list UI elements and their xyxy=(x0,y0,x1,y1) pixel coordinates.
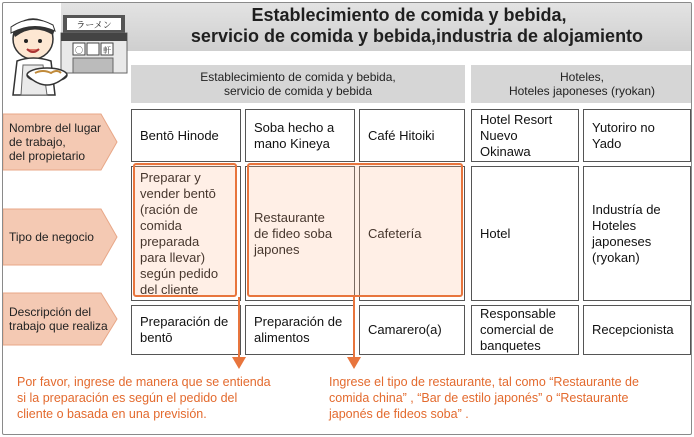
cell-text: Preparar y xyxy=(140,169,201,185)
cell-text: Yado xyxy=(592,135,622,151)
cell-text: alimentos xyxy=(254,330,310,345)
svg-text:〇: 〇 xyxy=(75,46,83,55)
cell-text: Cafetería xyxy=(368,225,422,241)
cell-text: comida xyxy=(140,217,182,233)
page-title-line1: Establecimiento de comida y bebida, xyxy=(251,5,567,25)
cell-text: Preparación de xyxy=(254,314,343,329)
infographic-frame xyxy=(2,2,692,435)
cell-text: banquetes xyxy=(480,338,541,353)
cell-type-ryokan xyxy=(583,166,691,301)
cell-name-bento-hinode xyxy=(131,109,241,162)
cell-text: Recepcionista xyxy=(592,322,674,337)
group-header-food-line1: Establecimiento de comida y bebida, xyxy=(200,70,396,84)
arrow-down-icon xyxy=(232,357,246,369)
note-text: Ingrese el tipo de restaurante, tal como “Restaurante de xyxy=(329,375,639,389)
shop-sign-text: ラーメン xyxy=(76,21,112,31)
title-bar xyxy=(61,3,691,51)
cell-text: Bentō Hinode xyxy=(140,127,219,143)
row-label-text: de trabajo, xyxy=(9,135,66,149)
cell-text: Industría de xyxy=(592,201,661,217)
cell-text: para llevar) xyxy=(140,249,206,265)
highlight-box-restaurant-type xyxy=(247,163,463,297)
cell-name-hotel-resort xyxy=(471,109,579,162)
cell-text: Hotel Resort xyxy=(480,111,553,127)
cell-name-yutoriro xyxy=(583,109,691,162)
connector-line-left xyxy=(238,297,240,361)
note-preparation-hint xyxy=(17,374,317,422)
cell-name-cafe-hitoiki xyxy=(359,109,465,162)
note-text: Por favor, ingrese de manera que se entienda xyxy=(17,375,271,389)
row-label-text: trabajo que realiza xyxy=(9,319,108,333)
note-text: si la preparación es según el pedido del xyxy=(17,391,238,405)
group-header-hotels xyxy=(471,65,692,103)
cell-desc-bento xyxy=(131,305,241,355)
cell-text: mano Kineya xyxy=(254,135,330,151)
note-text: japonés de fideos soba” . xyxy=(329,407,469,421)
cell-text: del cliente xyxy=(140,281,199,297)
group-header-food-line2: servicio de comida y bebida xyxy=(223,84,373,98)
page-title-line2: servicio de comida y bebida,industria de alojamiento xyxy=(190,26,644,46)
row-label-business-type xyxy=(3,206,119,268)
cell-text: Yutoriro no xyxy=(592,119,655,135)
svg-text:軒: 軒 xyxy=(103,46,111,55)
cell-text: (ración de xyxy=(140,201,198,217)
ramen-shop-icon xyxy=(3,3,131,99)
cell-text: Okinawa xyxy=(480,143,531,159)
cell-text: comercial de xyxy=(480,322,554,337)
cell-text: bentō xyxy=(140,330,173,345)
cell-text: Camarero(a) xyxy=(368,322,442,337)
cell-text: Nuevo xyxy=(480,127,518,143)
cell-desc-cafe xyxy=(359,305,465,355)
cell-text: según pedido xyxy=(140,265,219,281)
cell-text: vender bentō xyxy=(140,185,216,201)
row-label-workplace-name xyxy=(3,111,119,173)
row-label-text: Nombre del lugar xyxy=(9,121,102,135)
cell-text: (ryokan) xyxy=(592,249,640,265)
note-text: comida china” , “Bar de estilo japonés” o “Restaurante xyxy=(329,391,629,405)
highlight-box-bento-type xyxy=(133,163,237,297)
cell-text: Hotel xyxy=(480,225,511,241)
cell-text: Preparación de xyxy=(140,314,229,329)
cell-text: japoneses xyxy=(592,233,652,249)
row-label-text: del propietario xyxy=(9,149,86,163)
cell-text: Restaurante xyxy=(254,209,325,225)
row-label-text: Tipo de negocio xyxy=(9,230,94,244)
cell-text: preparada xyxy=(140,233,200,249)
group-header-hotel-line2: Hoteles japoneses (ryokan) xyxy=(508,84,656,98)
row-label-text: Descripción del xyxy=(9,305,92,319)
row-label-job-description xyxy=(3,290,119,348)
cell-text: Soba hecho a xyxy=(254,119,335,135)
arrow-down-icon xyxy=(347,357,361,369)
cell-desc-ryokan xyxy=(583,305,691,355)
connector-line-right xyxy=(353,297,355,361)
group-header-hotel-line1: Hoteles, xyxy=(559,70,605,84)
cell-desc-soba xyxy=(245,305,355,355)
cell-text: de fideo soba xyxy=(254,225,333,241)
cell-text: Responsable xyxy=(480,306,556,321)
cell-text: Café Hitoiki xyxy=(368,127,435,143)
cell-text: Hoteles xyxy=(592,217,637,233)
group-header-food-service xyxy=(131,65,465,103)
cell-desc-hotel xyxy=(471,305,579,355)
cell-text: japones xyxy=(254,241,300,257)
cell-type-hotel xyxy=(471,166,579,301)
note-restaurant-type-hint xyxy=(329,374,689,422)
note-text: cliente o basada en una previsión. xyxy=(17,407,207,421)
cell-name-soba-kineya xyxy=(245,109,355,162)
